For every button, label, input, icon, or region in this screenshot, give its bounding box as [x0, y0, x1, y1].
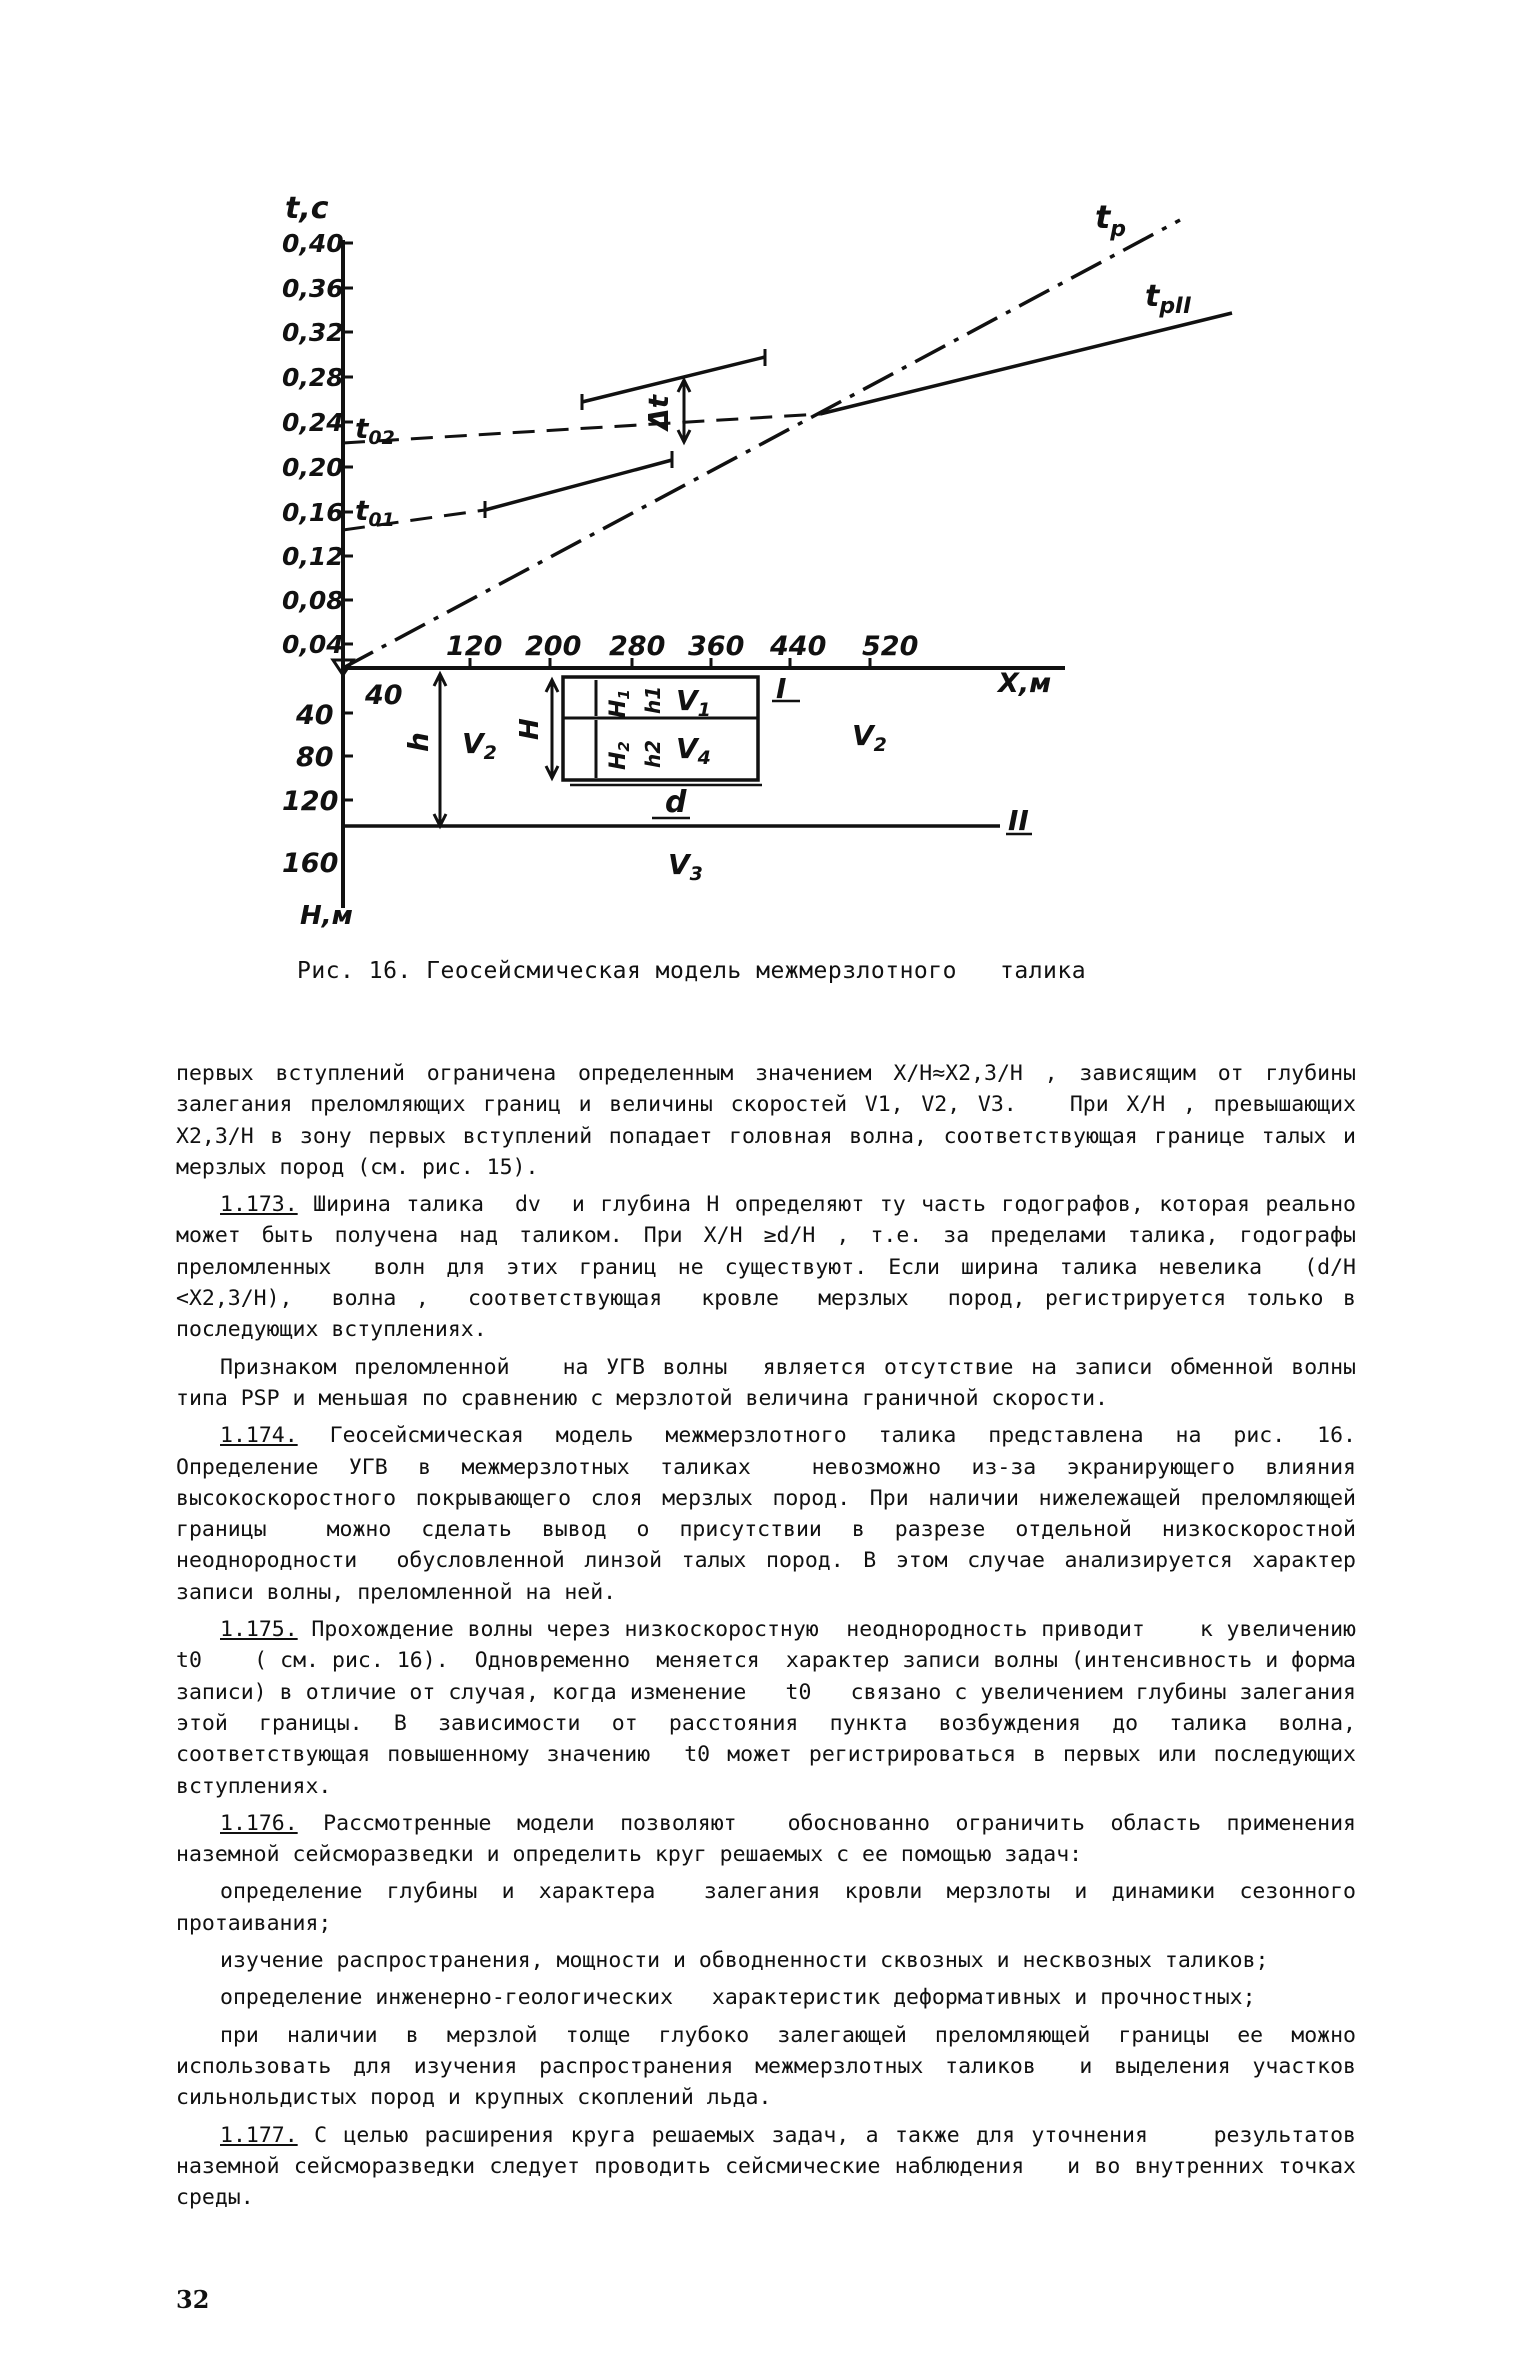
paragraph-text: при наличии в мерзлой толще глубоко залегающей преломляющей границы ее можно использовать для изучения распространения межмерзлотных таликов и выделения участков сильнольдистых пород и крупных скоплений льда. — [176, 2022, 1369, 2111]
time-tick-label: 0,04 — [282, 630, 344, 659]
paragraph — [176, 1808, 1369, 1871]
paragraph — [176, 1189, 1369, 1345]
paragraph — [176, 1420, 1369, 1608]
paragraph — [176, 1352, 1369, 1415]
tpII-label: $t_{pII}$ — [1145, 279, 1192, 319]
body-text — [176, 1058, 1408, 2219]
time-tick-label: 0,28 — [282, 363, 344, 392]
x-tick-label: 280 — [609, 631, 666, 662]
x-tick-label: 520 — [862, 631, 919, 662]
time-tick-label: 0,40 — [282, 229, 344, 258]
depth-tick-label: 40 — [296, 700, 334, 731]
paragraph-text: Рассмотренные модели позволяют обоснованно ограничить область применения наземной сейсморазведки и определить круг решаемых с ее помощью задач: — [176, 1810, 1369, 1868]
time-tick-label: 0,24 — [282, 408, 344, 437]
paragraph-text: Признаком преломленной на УГВ волны является отсутствие на записи обменной волны типа PSP и меньшая по сравнению с мерзлотой величина граничной скорости. — [176, 1354, 1369, 1411]
x-tick-label: 360 — [688, 631, 745, 662]
paragraph — [176, 1058, 1369, 1183]
H1-label: H1 — [606, 689, 633, 718]
x-ticks — [446, 631, 918, 668]
x-tick-label: 120 — [446, 631, 503, 662]
paragraph-text: первых вступлений ограничена определенным значением X/H≈X2,3/H , зависящим от глубины залегания преломляющих границ и величины скоростей V1, V2, V3. При X/H , превышающих X2,3/H в зону первых вступлений попадает головная волна, соответствующая границе талых и мерзлых пород (см. рис. 15). — [176, 1061, 1369, 1180]
paragraph — [176, 1945, 1356, 1976]
paragraph-text: Ширина талика dv и глубина H определяют ту часть годографов, которая реально может быть получена над таликом. При X/H ≥d/H , т.е. за пределами талика, годографы преломленных волн для этих границ не существуют. Если ширина талика невелика (d/H <X2,3/H), волна , соответствующая кровле мерзлых пород, регистрируется только в последующих вступлениях. — [176, 1192, 1369, 1343]
V2-left-label: $V_2$ — [462, 727, 497, 764]
t01-label: $t_{01}$ — [355, 494, 395, 531]
time-tick-label: 0,20 — [282, 453, 344, 482]
V4-label: $V_4$ — [676, 732, 711, 769]
x-tick-label: 440 — [770, 631, 827, 662]
time-tick-label: 0,08 — [282, 586, 344, 615]
boundary-I-label: I — [776, 672, 787, 705]
paragraph-text: Прохождение волны через низкоскоростную неоднородность приводит к увеличению t0 ( см. рис. 16). Одновременно меняется характер записи волны (интенсивность и форма записи) в отличие от случая, когда изменение t0 связано с увеличением глубины залегания этой границы. В зависимости от расстояния пункта возбуждения до талика волна, соответствующая повышенному значению t0 может регистрироваться в первых или последующих вступлениях. — [176, 1617, 1408, 1799]
depth-axis-title: H,м — [300, 901, 353, 931]
t02-label: $t_{02}$ — [355, 412, 395, 449]
paragraph-number: 1.175. — [220, 1617, 298, 1643]
paragraph-text: изучение распространения, мощности и обводненности сквозных и несквозных таликов; — [220, 1948, 1269, 1974]
paragraph-number: 1.176. — [220, 1810, 298, 1836]
boundary-II-label: II — [1008, 804, 1029, 837]
delta-t-label: Δt — [642, 394, 675, 430]
time-tick-label: 0,12 — [282, 542, 344, 571]
paragraph-number: 1.174. — [220, 1423, 298, 1449]
time-tick-label: 0,16 — [282, 498, 344, 527]
depth-tick-label: 80 — [296, 742, 334, 773]
tp-label: $t_p$ — [1095, 198, 1127, 242]
time-tick-label: 0,36 — [282, 274, 344, 303]
V3-label: $V_3$ — [668, 848, 703, 885]
t02-dashed-curve — [343, 414, 820, 443]
V1-label: $V_1$ — [676, 684, 711, 721]
H-label: H — [515, 718, 545, 740]
t01-solid-segment — [485, 460, 672, 510]
figure-caption: Рис. 16. Геосейсмическая модель межмерзлотного талика — [297, 958, 1087, 984]
x-tick-label: 200 — [525, 631, 582, 662]
paragraph-text: Геосейсмическая модель межмерзлотного талика представлена на рис. 16. Определение УГВ в межмерзлотных таликах невозможно из-за экранирующего влияния высокоскоростного покрывающего слоя мерзлых пород. При наличии нижележащей преломляющей границы можно сделать вывод о присутствии в разрезе отдельной низкоскоростной неоднородности обусловленной линзой талых пород. В этом случае анализируется характер записи волны, преломленной на ней. — [176, 1423, 1369, 1605]
paragraph — [176, 1982, 1356, 2013]
h2-arrow-label: h2 — [641, 739, 665, 768]
tpII-curve — [820, 313, 1232, 414]
paragraph — [176, 2120, 1369, 2214]
H2-label: H2 — [606, 741, 633, 770]
depth-corner-label: 40 — [365, 680, 403, 711]
V2-right-label: $V_2$ — [852, 719, 887, 756]
paragraph — [176, 2020, 1369, 2114]
paragraph-number: 1.173. — [220, 1192, 298, 1218]
x-axis-title: X,м — [998, 668, 1052, 699]
h-label: h — [402, 732, 435, 752]
tp-curve — [343, 220, 1180, 668]
paragraph-number: 1.177. — [220, 2122, 298, 2148]
page-number: 32 — [176, 2285, 210, 2314]
geoseismic-model-figure — [0, 0, 1535, 960]
paragraph — [176, 1876, 1369, 1939]
paragraph-text: С целью расширения круга решаемых задач, а также для уточнения результатов наземной сейсморазведки следует проводить сейсмические наблюдения и во внутренних точках среды. — [176, 2122, 1369, 2211]
depth-tick-label: 160 — [282, 848, 339, 879]
paragraph — [176, 1614, 1408, 1802]
depth-tick-label: 120 — [282, 786, 339, 817]
d-label: d — [665, 785, 687, 820]
time-axis-title: t,c — [285, 191, 329, 226]
time-tick-label: 0,32 — [282, 318, 344, 347]
h1-arrow-label: h1 — [641, 685, 665, 714]
paragraph-text: определение глубины и характера залегания кровли мерзлоты и динамики сезонного протаивания; — [176, 1879, 1369, 1936]
paragraph-text: определение инженерно-геологических характеристик деформативных и прочностных; — [220, 1985, 1256, 2011]
